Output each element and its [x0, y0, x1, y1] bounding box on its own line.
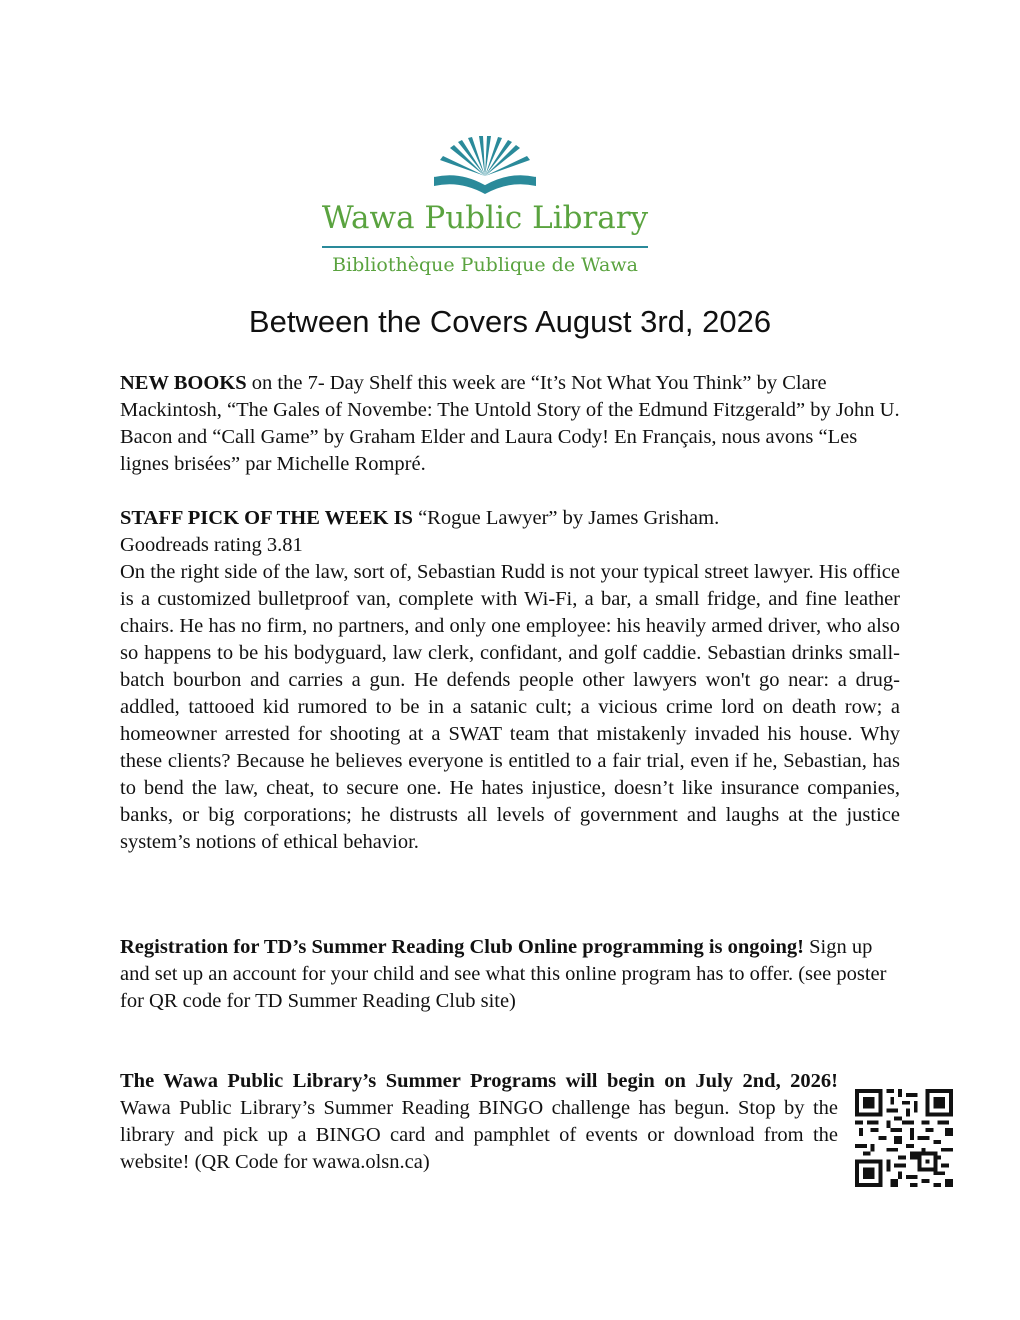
- staff-pick-section: [120, 505, 900, 856]
- staff-pick-heading: STAFF PICK OF THE WEEK IS: [120, 507, 413, 529]
- summer-programs-heading: The Wawa Public Library’s Summer Programs will begin on July 2nd, 2026!: [120, 1070, 838, 1092]
- logo-divider: [322, 246, 648, 248]
- new-books-paragraph: [120, 370, 900, 478]
- qr-code-icon: [855, 1089, 953, 1187]
- library-name-french: Bibliothèque Publique de Wawa: [332, 254, 638, 276]
- staff-pick-line: [120, 505, 900, 532]
- registration-text: Sign up and set up an account for your child and see what this online program has to offer. (see poster for QR code for TD Summer Reading Club site): [120, 936, 887, 1012]
- registration-heading: Registration for TD’s Summer Reading Club Online programming is ongoing!: [120, 936, 804, 958]
- goodreads-rating: Goodreads rating 3.81: [120, 534, 303, 556]
- summer-programs-paragraph: [120, 1068, 838, 1176]
- open-book-fan-icon: [430, 136, 540, 198]
- library-name: Wawa Public Library: [321, 200, 649, 236]
- summer-programs-text: Wawa Public Library’s Summer Reading BINGO challenge has begun. Stop by the library and pick up a BINGO card and pamphlet of events or download from the website! (QR Code for wawa.olsn.ca): [120, 1097, 838, 1173]
- page-title: Between the Covers August 3rd, 2026: [248, 304, 772, 339]
- staff-pick-book: “Rogue Lawyer” by James Grisham.: [412, 507, 720, 529]
- new-books-text: on the 7- Day Shelf this week are “It’s Not What You Think” by Clare Mackintosh, “The Gales of Novembe: The Untold Story of the Edmund Fitzgerald” by John U. Bacon and “Call Game” by Graham Elder and Laura Cody! En Français, nous avons “Les lignes brisées” par Michelle Rompré.: [120, 372, 900, 475]
- library-logo: [318, 136, 652, 286]
- registration-paragraph: [120, 934, 900, 1015]
- new-books-heading: NEW BOOKS: [120, 372, 247, 394]
- staff-pick-description: On the right side of the law, sort of, Sebastian Rudd is not your typical street lawyer. His office is a customized bulletproof van, complete with Wi-Fi, a bar, a small fridge, and fine leather chairs. He has no firm, no partners, and only one employee: his heavily armed driver, who also so happens to be his bodyguard, law clerk, confidant, and golf caddie. Sebastian drinks small-batch bourbon and carries a gun. He defends people other lawyers won't go near: a drug-addled, tattooed kid rumored to be in a satanic cult; a vicious crime lord on death row; a homeowner arrested for shooting at a SWAT team that mistakenly invaded his house. Why these clients? Because he believes everyone is entitled to a fair trial, even if he, Sebastian, has to bend the law, cheat, to secure one. He hates injustice, doesn’t like insurance companies, banks, or big corporations; he distrusts all levels of government and laughs at the justice system’s notions of ethical behavior.: [120, 561, 900, 853]
